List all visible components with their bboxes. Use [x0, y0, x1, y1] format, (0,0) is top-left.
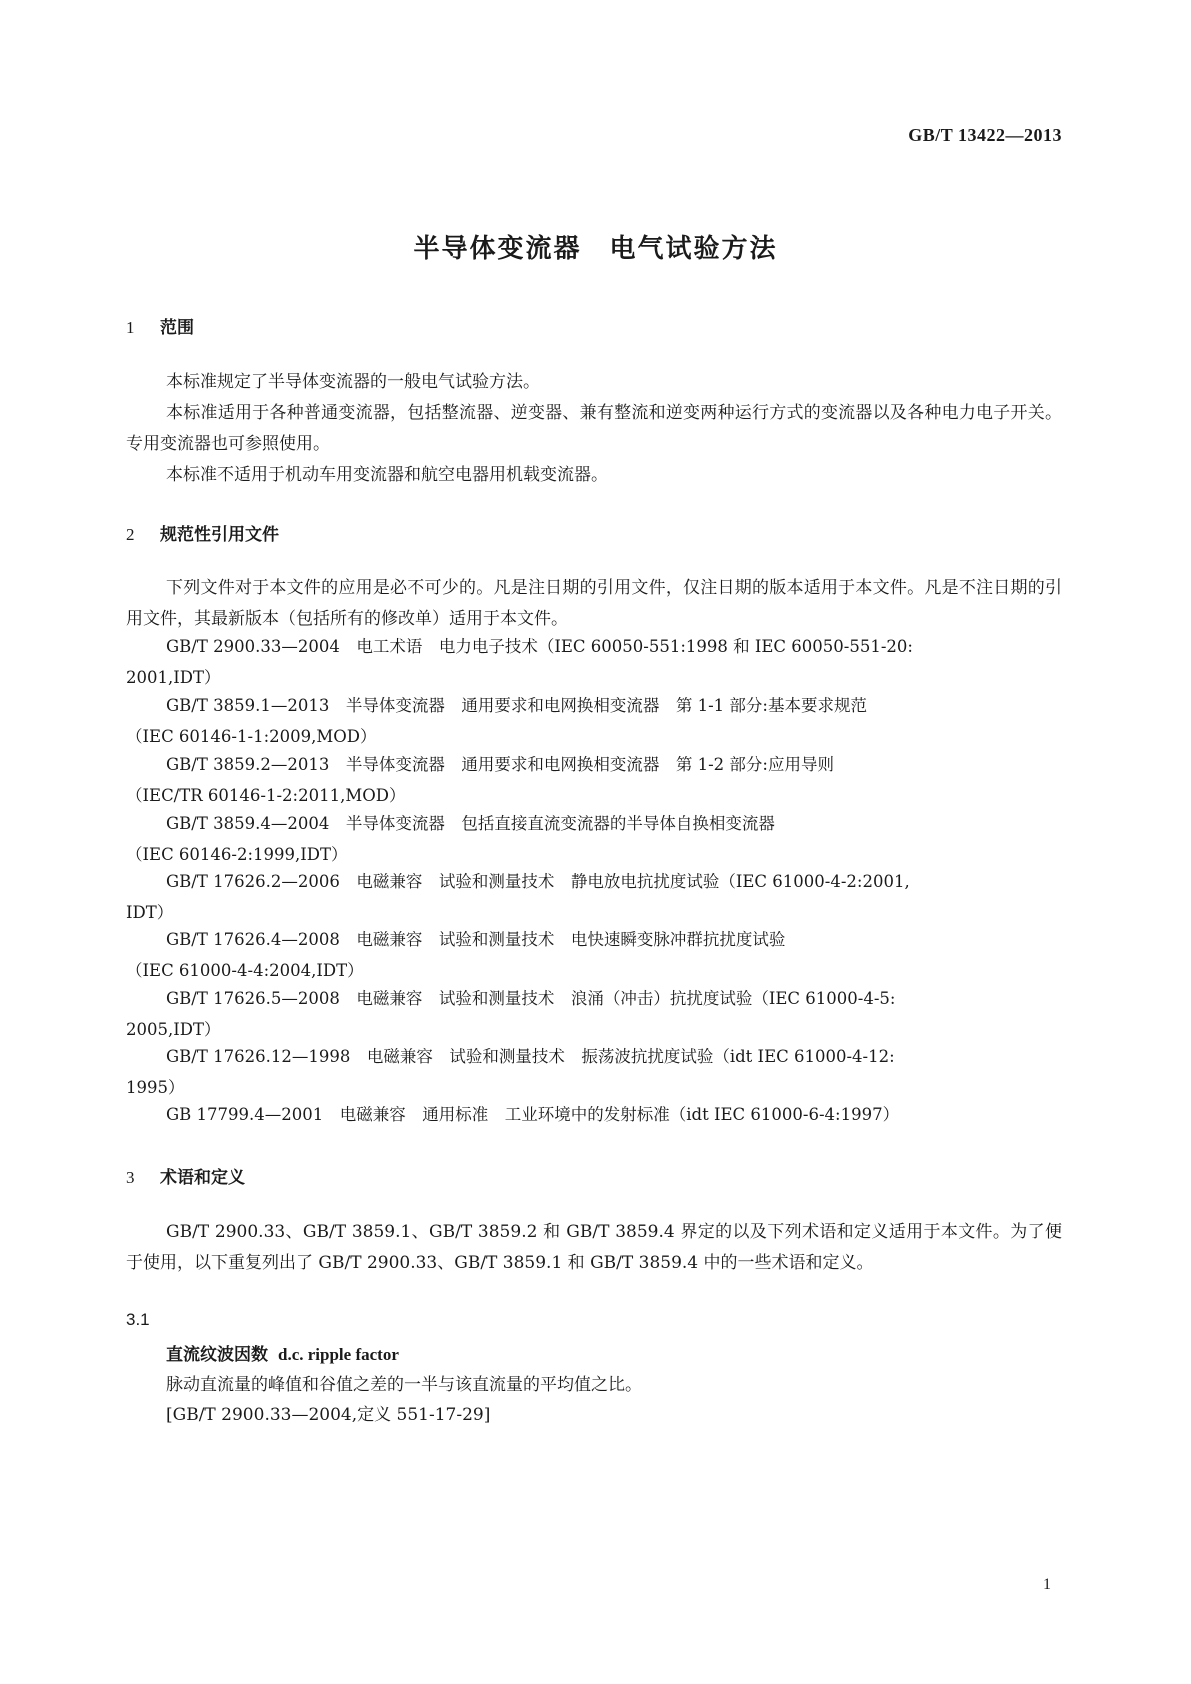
reference-entry — [126, 983, 1062, 1045]
reference-line: GB/T 17626.2—2006 电磁兼容 试验和测量技术 静电放电抗扰度试验（IEC 61000-4-2:2001, — [166, 872, 910, 891]
reference-line: GB 17799.4—2001 电磁兼容 通用标准 工业环境中的发射标准（idt IEC 61000-6-4:1997） — [166, 1105, 900, 1124]
reference-line: GB/T 17626.4—2008 电磁兼容 试验和测量技术 电快速瞬变脉冲群抗扰度试验 — [166, 930, 786, 949]
reference-line: GB/T 3859.4—2004 半导体变流器 包括直接直流变流器的半导体自换相变流器 — [166, 814, 775, 833]
term-source: [GB/T 2900.33—2004,定义 551-17-29] — [166, 1405, 491, 1425]
standard-code: GB/T 13422—2013 — [908, 125, 1062, 145]
section-3-intro: GB/T 2900.33、GB/T 3859.1、GB/T 3859.2 和 GB/T 3859.4 界定的以及下列术语和定义适用于本文件。为了便于使用，以下重复列出了 GB/T 2900.33、GB/T 3859.1 和 GB/T 3859.4 中的一些术语和定义。 — [126, 1222, 1062, 1273]
reference-line: GB/T 3859.1—2013 半导体变流器 通用要求和电网换相变流器 第 1-1 部分:基本要求规范 — [166, 696, 867, 715]
term-entry — [166, 1340, 399, 1365]
reference-entry — [126, 1099, 1062, 1130]
section-number: 1 — [126, 318, 135, 337]
clause-number: 3.1 — [126, 1310, 150, 1329]
reference-line: （IEC 60146-1-1:2009,MOD） — [126, 727, 377, 746]
reference-line: 2001,IDT） — [126, 668, 221, 687]
section-1-paragraph: 本标准规定了半导体变流器的一般电气试验方法。 — [166, 372, 540, 392]
reference-entry — [126, 866, 1062, 928]
reference-line: IDT） — [126, 903, 174, 922]
section-title: 范围 — [160, 318, 194, 338]
reference-entry — [126, 749, 1062, 811]
reference-line: 1995） — [126, 1078, 185, 1097]
section-number: 2 — [126, 525, 135, 544]
document-title: 半导体变流器 电气试验方法 — [413, 234, 778, 264]
section-3-heading — [126, 1163, 245, 1188]
section-2-intro: 下列文件对于本文件的应用是必不可少的。凡是注日期的引用文件，仅注日期的版本适用于本文件。凡是不注日期的引用文件，其最新版本（包括所有的修改单）适用于本文件。 — [126, 578, 1062, 629]
reference-line: GB/T 17626.5—2008 电磁兼容 试验和测量技术 浪涌（冲击）抗扰度试验（IEC 61000-4-5: — [166, 989, 896, 1008]
page-number: 1 — [1043, 1576, 1051, 1593]
section-title: 术语和定义 — [160, 1168, 245, 1188]
reference-entry — [126, 808, 1062, 870]
reference-entry — [126, 631, 1062, 693]
reference-line: （IEC 60146-2:1999,IDT） — [126, 845, 348, 864]
term-definition: 脉动直流量的峰值和谷值之差的一半与该直流量的平均值之比。 — [166, 1375, 642, 1395]
reference-line: GB/T 3859.2—2013 半导体变流器 通用要求和电网换相变流器 第 1-2 部分:应用导则 — [166, 755, 834, 774]
reference-line: 2005,IDT） — [126, 1020, 221, 1039]
reference-entry — [126, 690, 1062, 752]
reference-entry — [126, 1041, 1062, 1103]
section-number: 3 — [126, 1168, 135, 1187]
reference-entry — [126, 924, 1062, 986]
section-1-heading — [126, 313, 194, 338]
section-1-paragraph: 本标准适用于各种普通变流器，包括整流器、逆变器、兼有整流和逆变两种运行方式的变流器以及各种电力电子开关。专用变流器也可参照使用。 — [126, 403, 1062, 454]
reference-line: GB/T 2900.33—2004 电工术语 电力电子技术（IEC 60050-551:1998 和 IEC 60050-551-20: — [166, 637, 913, 656]
term-chinese: 直流纹波因数 — [166, 1345, 268, 1365]
section-1-paragraph: 本标准不适用于机动车用变流器和航空电器用机载变流器。 — [166, 465, 608, 485]
reference-line: （IEC/TR 60146-1-2:2011,MOD） — [126, 786, 406, 805]
reference-line: GB/T 17626.12—1998 电磁兼容 试验和测量技术 振荡波抗扰度试验（idt IEC 61000-4-12: — [166, 1047, 895, 1066]
section-title: 规范性引用文件 — [160, 525, 279, 545]
reference-line: （IEC 61000-4-4:2004,IDT） — [126, 961, 364, 980]
section-2-heading — [126, 520, 279, 545]
term-english: d.c. ripple factor — [278, 1345, 399, 1364]
